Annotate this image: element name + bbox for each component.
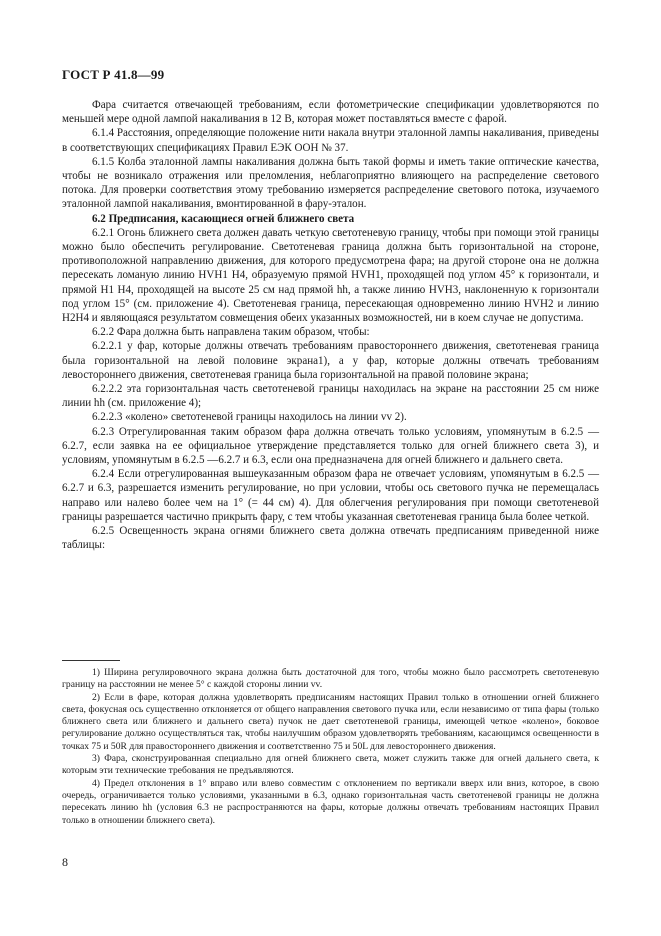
paragraph-6-2-1: 6.2.1 Огонь ближнего света должен давать четкую светотеневую границу, чтобы при помощи этой границы можно было обеспечить регулирование. Светотеневая граница должна быть горизонтальной на стороне, противоположной направлению движения, для которого предусмотрена фара; на другой стороне она не должна пересекать ломаную линию HVH1 H4, образуемую прямой HVH1, проходящей под углом 45° к горизонтали, и прямой H1 H4, проходящей на высоте 25 см над прямой hh, а также линию HVH3, наклоненную к горизонтали под углом 15° (см. приложение 4). Светотеневая граница, пересекающая одновременно линию HVH2 и линию H2H4 и являющаяся результатом совмещения обеих указанных возможностей, ни в коем случае не допустима. <box>62 226 599 325</box>
paragraph-6-2-3: 6.2.3 Отрегулированная таким образом фара должна отвечать только условиям, упомянутым в 6.2.5 —6.2.7, если заявка на ее официальное утверждение представляется только для огней ближнего света 3), и условиям, упомянутым в 6.2.5 —6.2.7 и 6.3, если она предназначена для огней ближнего и дальнего света. <box>62 425 599 467</box>
footnote-1: 1) Ширина регулировочного экрана должна быть достаточной для того, чтобы можно было рассмотреть светотеневую границу на расстоянии не менее 5° с каждой стороны линии vv. <box>62 667 599 691</box>
paragraph-6-2-2-3: 6.2.2.3 «колено» светотеневой границы находилось на линии vv 2). <box>92 411 407 424</box>
paragraph-6-2-2: 6.2.2 Фара должна быть направлена таким образом, чтобы: <box>92 326 370 339</box>
paragraph-6-2-2-1: 6.2.2.1 у фар, которые должны отвечать требованиям правостороннего движения, светотеневая граница была горизонтальной на левой половине экрана1), а у фар, которые должны отвечать требованиям левостороннего движения, светотеневая граница была горизонтальной на правой половине экрана; <box>62 340 599 381</box>
paragraph-6-1-5: 6.1.5 Колба эталонной лампы накаливания должна быть такой формы и иметь такие оптические качества, чтобы не возникало отражения или преломления, неблагоприятно влияющего на распределение светового потока. Для проверки соответствия этому требованию измеряется распределение светового потока, изучаемого эталонной лампой накаливания, вмонтированной в фару-эталон. <box>62 155 599 211</box>
paragraph-fara: Фара считается отвечающей требованиям, если фотометрические спецификации удовлетворяются по меньшей мере одной лампой накаливания в 12 В, которая может поставляться вместе с фарой. <box>62 99 599 126</box>
document-header: ГОСТ Р 41.8—99 <box>62 67 165 82</box>
footnote-divider <box>62 660 120 661</box>
section-heading-6-2: 6.2 Предписания, касающиеся огней ближнего света <box>92 212 355 225</box>
footnote-4: 4) Предел отклонения в 1° вправо или влево совместим с отклонением по вертикали вверх или вниз, которое, в свою очередь, ограничивается только условиями, указанными в 6.3, однако горизонтальная часть светотеневой границы не должна пересекать линию hh (условия 6.3 не распространяются на фары, которые должны отвечать требованиям настоящих Правил только в отношении ближнего света). <box>62 777 599 826</box>
footnote-3: 3) Фара, сконструированная специально для огней ближнего света, может служить также для огней дальнего света, к которым эти технические требования не предъявляются. <box>62 753 599 777</box>
footnotes <box>62 660 599 827</box>
footnote-2: 2) Если в фаре, которая должна удовлетворять предписаниям настоящих Правил только в отношении огней ближнего света, фокусная ось существенно отклоняется от общего направления светового пучка или, если независимо от типа фары (только ближнего света или ближнего и дальнего света) пучок не дает светотеневой границы, имеющей четкое «колено», боковое регулирование должно осуществляться так, чтобы наилучшим образом удовлетворять требованиям, касающимся освещенности в точках 75 и 50R для правостороннего движения и соответственно 75 и 50L для левостороннего движения. <box>62 691 599 752</box>
paragraph-6-2-2-2: 6.2.2.2 эта горизонтальная часть светотеневой границы находилась на экране на расстоянии 25 см ниже линии hh (см. приложение 4); <box>62 383 599 410</box>
paragraph-6-2-4: 6.2.4 Если отрегулированная вышеуказанным образом фара не отвечает условиям, упомянутым в 6.2.5 — 6.2.7 и 6.3, разрешается изменить регулирование, но при условии, чтобы ось светового пучка не перемещалась направо или налево более чем на 1° (= 44 см) 4). Для облегчения регулирования при помощи светотеневой границы разрешается частично прикрыть фару, с тем чтобы указанная светотеневая граница была более четкой. <box>62 468 599 523</box>
page-number: 8 <box>62 855 68 869</box>
paragraph-6-2-5: 6.2.5 Освещенность экрана огнями ближнего света должна отвечать предписаниям приведенной ниже таблицы: <box>62 525 599 552</box>
document-body <box>62 98 599 553</box>
paragraph-6-1-4: 6.1.4 Расстояния, определяющие положение нити накала внутри эталонной лампы накаливания, приведены в соответствующих спецификациях Правил ЕЭК ООН № 37. <box>62 127 599 154</box>
